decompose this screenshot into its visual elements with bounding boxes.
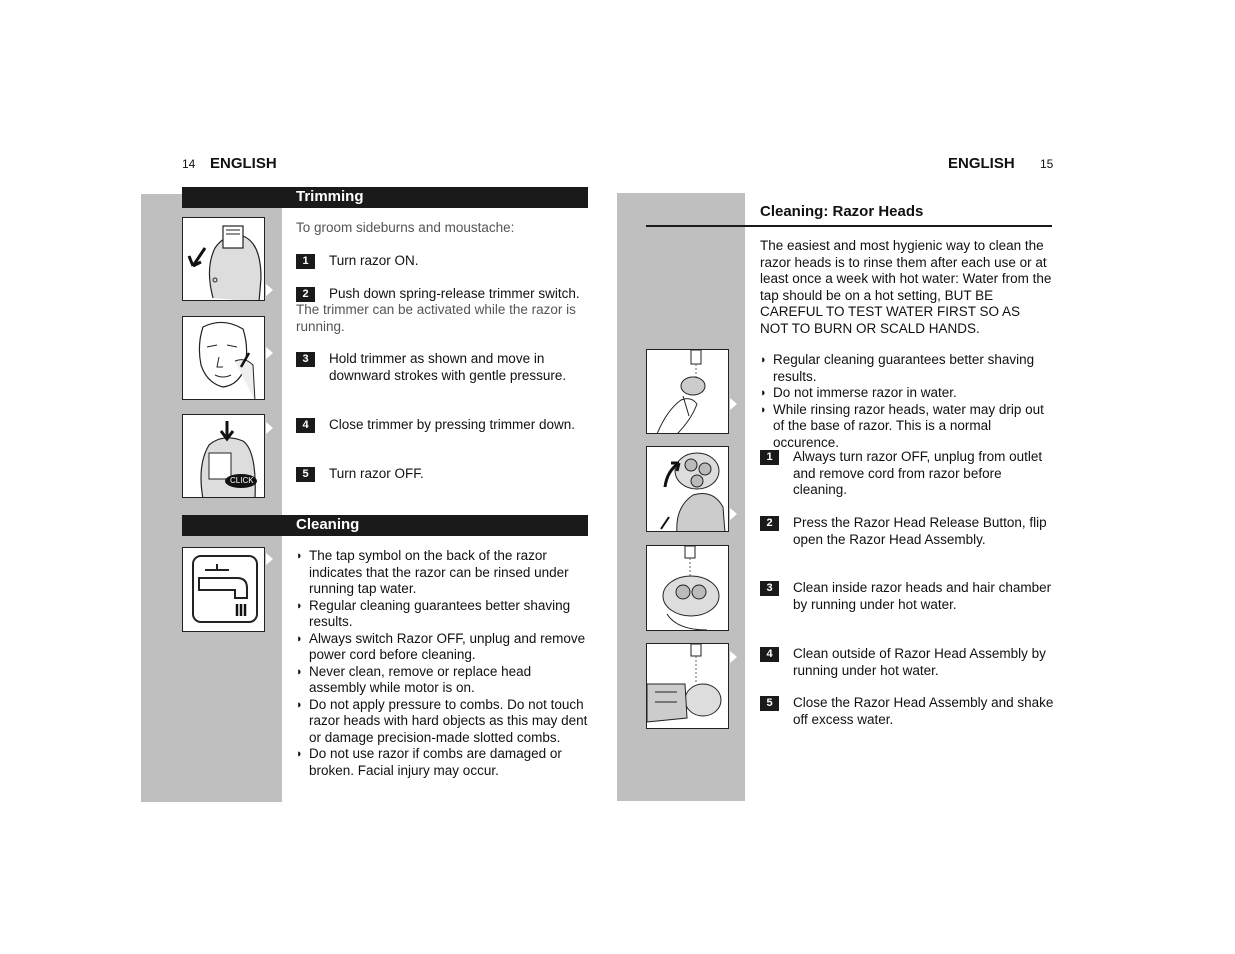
clean-step-1-text: Always turn razor OFF, unplug from outlet and remove cord from razor before cleaning. [793, 449, 1043, 497]
notch-3 [266, 422, 273, 434]
cleaning-bullet: ◗ Always switch Razor OFF, unplug and remove power cord before cleaning. [296, 631, 590, 664]
flip-open-icon [647, 447, 729, 532]
tap-symbol-illustration [182, 547, 265, 632]
clean-step-2-number: 2 [760, 516, 779, 531]
trimming-intro: To groom sideburns and moustache: [296, 220, 515, 235]
click-label: CLICK [230, 476, 254, 485]
clean-step-4-number: 4 [760, 647, 779, 662]
razor-heads-bullet: ◗ While rinsing razor heads, water may drip out of the base of razor. This is a normal occurence. [760, 402, 1054, 452]
rinse-inside-illustration [646, 545, 729, 631]
rinse-hand-icon [647, 350, 729, 434]
trim-step-3-number: 3 [296, 352, 315, 367]
clean-step-4-text: Clean outside of Razor Head Assembly by running under hot water. [793, 646, 1046, 678]
razor-trimmer-close-icon [183, 415, 265, 498]
trimming-section-bar [182, 187, 588, 208]
trim-step-5-text: Turn razor OFF. [329, 466, 424, 481]
notch-6 [730, 508, 737, 520]
face-trimming-icon [183, 317, 265, 400]
cleaning-title: Cleaning [296, 516, 360, 533]
title-rule [646, 225, 1052, 227]
cleaning-bullet: ◗ Regular cleaning guarantees better shaving results. [296, 598, 590, 631]
left-page-number: 14 [182, 157, 196, 171]
clean-step-1-number: 1 [760, 450, 779, 465]
flip-open-head-illustration [646, 446, 729, 532]
razor-trimmer-close-illustration [182, 414, 265, 498]
cleaning-bullet: ◗ Do not use razor if combs are damaged or broken. Facial injury may occur. [296, 746, 590, 779]
trim-step-4-number: 4 [296, 418, 315, 433]
rinse-outside-illustration [646, 643, 729, 729]
notch-7 [730, 651, 737, 663]
clean-step-5-text: Close the Razor Head Assembly and shake off excess water. [793, 695, 1054, 727]
trim-step-5-number: 5 [296, 467, 315, 482]
notch-2 [266, 347, 273, 359]
clean-step-3-number: 3 [760, 581, 779, 596]
clean-step-5-number: 5 [760, 696, 779, 711]
razor-heads-title: Cleaning: Razor Heads [760, 203, 924, 220]
trim-step-1-number: 1 [296, 254, 315, 269]
cleaning-bullet: ◗ Do not apply pressure to combs. Do not touch razor heads with hard objects as this may dent or damage precision-made slotted combs. [296, 697, 590, 747]
razor-heads-bullet: ◗ Do not immerse razor in water. [760, 385, 1054, 402]
cleaning-bullet-list [296, 548, 590, 779]
clean-step-2-text: Press the Razor Head Release Button, flip open the Razor Head Assembly. [793, 515, 1047, 547]
notch-1 [266, 284, 273, 296]
razor-heads-intro: The easiest and most hygienic way to clean the razor heads is to rinse them after each use or at least once a week with hot water: Water from the tap should be on a hot setting, BUT BE CAREFUL TO TEST WATER FIRST SO AS NOT TO BURN OR SCALD HANDS. [760, 238, 1052, 336]
trim-step-2-text: Push down spring-release trimmer switch. [329, 286, 580, 301]
razor-heads-bullet: ◗ Regular cleaning guarantees better shaving results. [760, 352, 1054, 385]
tap-icon [183, 548, 265, 632]
razor-trimmer-open-icon [183, 218, 265, 301]
rinse-outside-icon [647, 644, 729, 729]
trim-step-4-text: Close trimmer by pressing trimmer down. [329, 417, 576, 432]
trim-step-2-number: 2 [296, 287, 315, 302]
trimming-title: Trimming [296, 188, 364, 205]
cleaning-section-bar [182, 515, 588, 536]
razor-trimmer-open-illustration [182, 217, 265, 301]
notch-5 [730, 398, 737, 410]
cleaning-bullet: ◗ Never clean, remove or replace head assembly while motor is on. [296, 664, 590, 697]
cleaning-bullet: ◗ The tap symbol on the back of the razor indicates that the razor can be rinsed under running tap water. [296, 548, 590, 598]
right-page-number: 15 [1040, 157, 1054, 171]
right-page-header: ENGLISH [948, 155, 1015, 172]
rinse-hand-illustration [646, 349, 729, 434]
trim-step-1-text: Turn razor ON. [329, 253, 419, 268]
clean-step-3-text: Clean inside razor heads and hair chamber by running under hot water. [793, 580, 1052, 612]
face-trimming-illustration [182, 316, 265, 400]
rinse-inside-icon [647, 546, 729, 631]
trim-step-3-text: Hold trimmer as shown and move in downward strokes with gentle pressure. [329, 351, 567, 383]
trim-step-2-note: The trimmer can be activated while the razor is running. [296, 302, 576, 334]
razor-heads-bullet-list [760, 352, 1054, 451]
notch-4 [266, 553, 273, 565]
left-page-header: ENGLISH [210, 155, 277, 172]
